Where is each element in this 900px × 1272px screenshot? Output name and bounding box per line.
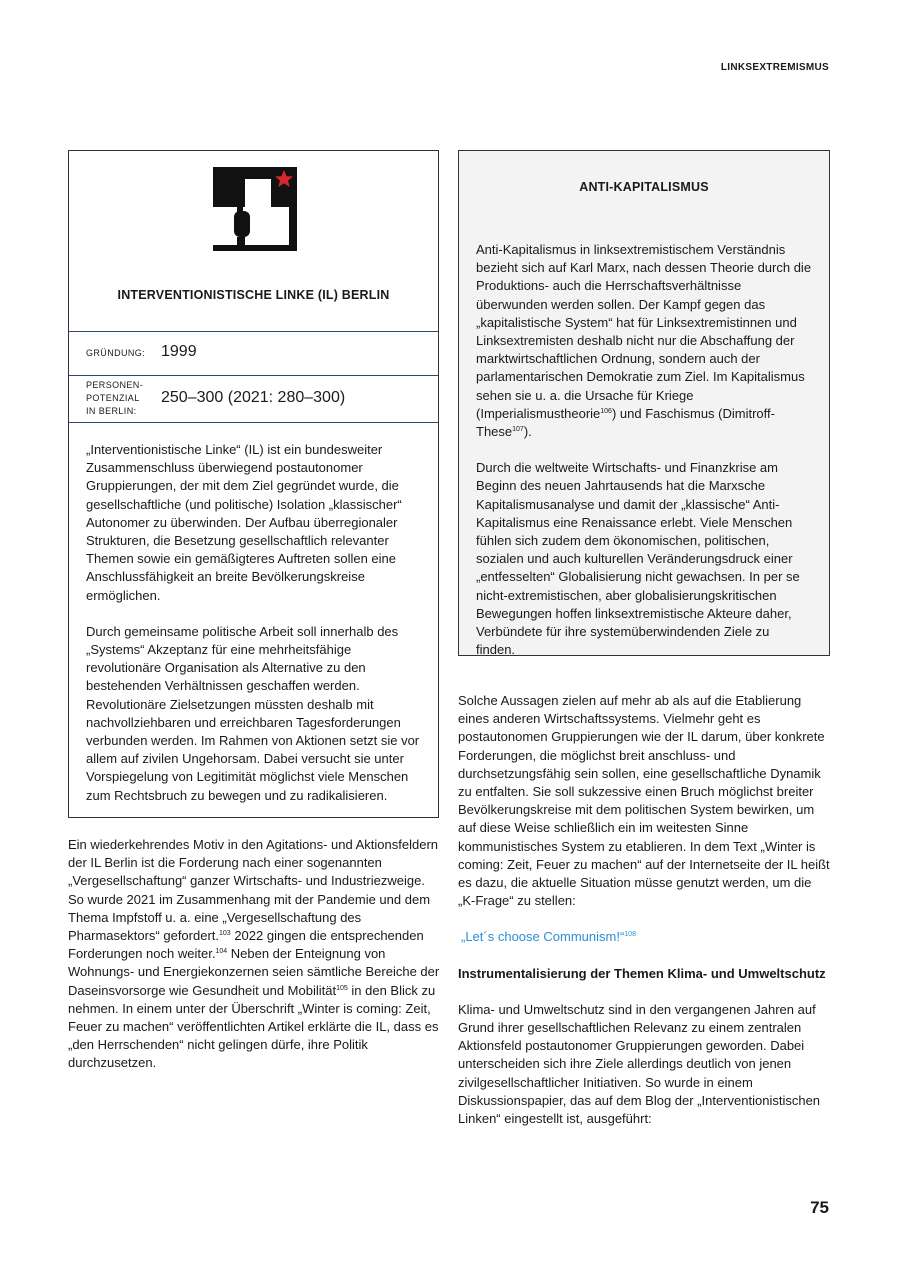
anti-capitalism-paragraph: Durch die weltweite Wirtschafts- und Finanzkrise am Beginn des neuen Jahrtausends hat die Marxsche Kapitalismusanalyse und damit der „klassische“ Anti-Kapitalismus eine Renaissance erlebt. Viele Menschen fühlen sich zudem dem ökonomischen, politischen, sozialen und auch kulturellen Veränderungsdruck einer „entfesselten“ Globalisierung nicht gewachsen. In per se nicht-extremistischen, aber globalisierungskritischen Bewegungen hoffen linksextremistische Akteure daher, Verbündete für ihre systemüberwindenden Ziele zu finden. xyxy=(476,460,800,658)
text-run: Neben der Enteignung von Wohnungs- und Energiekonzernen seien sämtliche Bereiche der Daseinsvorsorge wie Gesundheit und Mobilität xyxy=(68,946,440,998)
text-run: ). xyxy=(523,424,532,440)
members-label-line: POTENZIAL xyxy=(86,393,140,403)
subheading: Instrumentalisierung der Themen Klima- und Umweltschutz xyxy=(458,965,826,981)
anti-capitalism-paragraph xyxy=(476,241,812,441)
footnote-ref[interactable]: 107 xyxy=(512,426,524,434)
section-header: LINKSEXTREMISMUS xyxy=(720,62,829,73)
members-value: 250–300 (2021: 280–300) xyxy=(161,389,346,406)
page-number: 75 xyxy=(810,1198,829,1217)
footnote-ref[interactable]: 106 xyxy=(600,407,612,415)
founded-value: 1999 xyxy=(161,343,197,360)
interventionist-left-logo xyxy=(211,163,301,253)
profile-box xyxy=(68,150,439,818)
profile-paragraph: „Interventionistische Linke“ (IL) ist ein bundesweiter Zusammenschluss überwiegend postautonomer Gruppierungen, der mit dem Ziel gegründet wurde, die gesellschaftliche (und politische) Isolation „klassischer“ Autonomer zu überwinden. Der Aufbau überregionaler Strukturen, die Besetzung gesellschaftlich relevanter Themen sowie ein gemäßigteres Auftreten sollen eine Anschlussfähigkeit an breite Bevölkerungskreise ermöglichen. xyxy=(86,442,402,603)
right-column-text xyxy=(458,692,830,1128)
footnote-ref[interactable]: 103 xyxy=(219,930,231,938)
footnote-ref[interactable]: 108 xyxy=(624,931,636,939)
body-paragraph: Solche Aussagen zielen auf mehr ab als auf die Etablierung eines anderen Wirtschaftssystems. Vielmehr geht es postautonomen Gruppierungen wie der IL darum, über konkrete Forderungen, die möglichst breit anschluss- und durchsetzungsfähig sein sollen, eine gesellschaftliche Dynamik zu entfalten. Sie soll sukzessive einen Bruch möglichst breiter Bevölkerungskreise mit dem politischen System bewirken, um auf diese Weise schließlich ein im weitesten Sinne kommunistisches System zu etablieren. In dem Text „Winter is coming: Zeit, Feuer zu machen“ auf der Internetseite der IL heißt es dazu, die aktuelle Situation müsse genutzt werden, um die „K-Frage“ zu stellen: xyxy=(458,693,830,909)
quote xyxy=(458,928,830,946)
profile-title: INTERVENTIONISTISCHE LINKE (IL) BERLIN xyxy=(117,288,390,302)
members-label-line: IN BERLIN: xyxy=(86,406,137,416)
text-run: Ein wiederkehrendes Motiv in den Agitations- und Aktionsfeldern der IL Berlin ist die Forderung nach einer sogenannten „Vergesellschaftung“ ganzer Wirtschafts- und Industriezweige. So wurde 2021 im Zusammenhang mit der Pandemie und dem Thema Impfstoff u. a. eine „Vergesellschaftung des Pharmasektors“ gefordert. xyxy=(68,837,438,944)
quote-text: „Let´s choose Communism!“ xyxy=(461,929,625,945)
body-paragraph xyxy=(68,836,440,1073)
anti-capitalism-body xyxy=(476,241,812,677)
footnote-ref[interactable]: 104 xyxy=(215,948,228,956)
footnote-ref[interactable]: 105 xyxy=(336,984,348,992)
profile-description xyxy=(86,441,422,823)
anti-capitalism-box xyxy=(458,150,830,656)
founded-row xyxy=(69,331,438,376)
text-run: 2022 gingen die entsprechenden Forderungen noch weiter. xyxy=(68,928,424,962)
text-run: in den Blick zu nehmen. In einem unter der Überschrift „Winter is coming: Zeit, Feuer zu machen“ veröffentlichten Artikel erklärte die IL, dass es „den Herrschenden“ nicht gelingen dürfe, ihre Politik durchzusetzen. xyxy=(68,982,439,1071)
members-label xyxy=(86,379,143,418)
members-row xyxy=(69,375,438,423)
anti-capitalism-title: ANTI-KAPITALISMUS xyxy=(579,180,709,194)
founded-label: GRÜNDUNG: xyxy=(86,348,146,358)
text-run: ) und Faschismus (Dimitroff-These xyxy=(476,405,775,440)
body-paragraph: Klima- und Umweltschutz sind in den vergangenen Jahren auf Grund ihrer gesellschaftlichen Relevanz zu einem zentralen Aktionsfeld postautonomer Gruppierungen geworden. Dabei unterscheiden sich ihre Ziele allerdings deutlich von jenen zivilgesellschaftlicher Initiativen. So wurde in einem Diskussionspapier, das auf dem Blog der „Interventionistischen Linken“ eingestellt ist, ausgeführt: xyxy=(458,1001,821,1127)
left-column-text xyxy=(68,836,440,1073)
text-run: Anti-Kapitalismus in linksextremistischem Verständnis bezieht sich auf Karl Marx, nach dessen Theorie durch die Produktions- auch die Herrschaftsverhältnisse überwunden werden sollen. Der Kampf gegen das „kapitalistische System“ hat für Linksextremistinnen und Linksextremisten deshalb nicht nur die Abschaffung der marktwirtschaftlichen Ordnung, sondern auch der parlamentarischen Demokratie zum Ziel. Im Kapitalismus sehen sie u. a. die Ursache für Kriege (Imperialismustheorie xyxy=(476,242,812,421)
members-label-line: PERSONEN- xyxy=(86,380,144,390)
profile-paragraph: Durch gemeinsame politische Arbeit soll innerhalb des „Systems“ Akzeptanz für eine mehrheitsfähige revolutionäre Organisation als Alternative zu den bestehenden Verhältnissen geschaffen werden. Revolutionäre Zielsetzungen müssten deshalb mit nachvollziehbaren und erreichbaren Tagesforderungen verbunden werden. Im Rahmen von Aktionen setzt sie vor allem auf zivilen Ungehorsam. Dabei versucht sie unter Vorspiegelung von Legitimität möglichst viele Menschen zum Rechtsbruch zu bewegen und zu radikalisieren. xyxy=(86,623,420,803)
